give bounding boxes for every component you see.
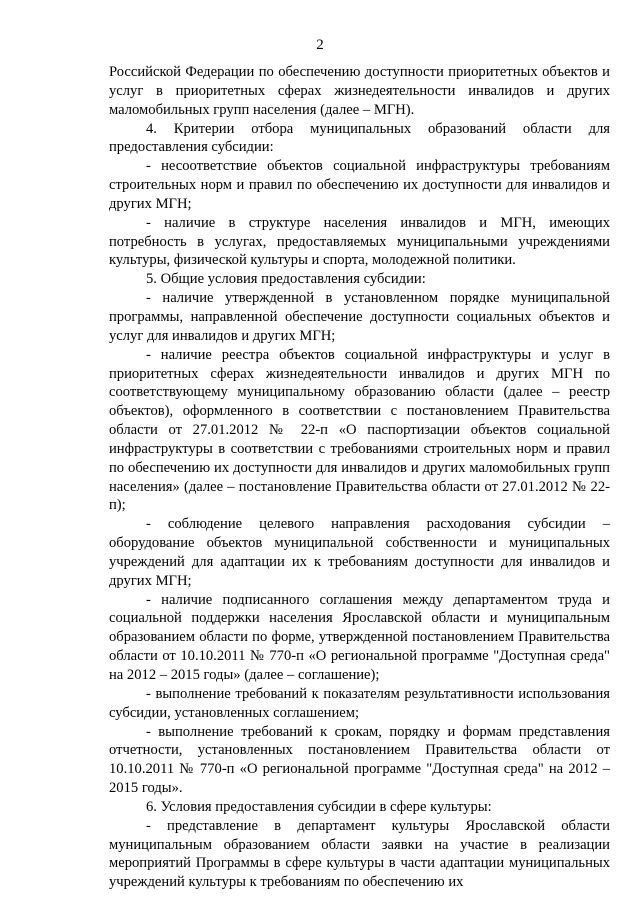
paragraph-condition-program: - наличие утвержденной в установленном порядке муниципальной программы, направленной обеспечение доступности социальных объектов и услуг для инвалидов и других МГН; — [109, 290, 610, 344]
document-body — [109, 63, 610, 892]
paragraph-continuation: Российской Федерации по обеспечению доступности приоритетных объектов и услуг в приоритетных сферах жизнедеятельности инвалидов и других маломобильных групп населения (далее – МГН). — [109, 64, 610, 118]
paragraph-section-6-heading: 6. Условия предоставления субсидии в сфере культуры: — [146, 798, 492, 815]
paragraph-criterion-2: - наличие в структуре населения инвалидов и МГН, имеющих потребность в услугах, предоставляемых муниципальными учреждениями культуры, физической культуры и спорта, молодежной политики. — [109, 214, 610, 269]
paragraph-culture-condition: - представление в департамент культуры Ярославской области муниципальным образованием области заявки на участие в реализации мероприятий Программы в сфере культуры в части адаптации муниципальных учреждений культуры к требованиям по обеспечению их — [109, 817, 610, 891]
paragraph-criterion-1: - несоответствие объектов социальной инфраструктуры требованиям строительных норм и правил по обеспечению их доступности для инвалидов и других МГН; — [109, 158, 610, 212]
paragraph-condition-target-use: - соблюдение целевого направления расходования субсидии – оборудование объектов муниципальной собственности и муниципальных учреждений для адаптации их к требованиям доступности для инвалидов и других МГН; — [109, 516, 610, 589]
page-number: 2 — [316, 37, 324, 53]
paragraph-section-5-heading: 5. Общие условия предоставления субсидии: — [146, 271, 426, 288]
paragraph-condition-agreement: - наличие подписанного соглашения между департаментом труда и социальной поддержки населения Ярославской области и муниципальным образованием области по форме, утвержденной постановлением Правительства области от 10.10.2011 № 770-п «О региональной программе "Доступная среда" на 2012 – 2015 годы» (далее – соглашение); — [109, 591, 610, 683]
paragraph-section-4-heading: 4. Критерии отбора муниципальных образований области для предоставления субсидии: — [109, 120, 610, 156]
paragraph-condition-indicators: - выполнение требований к показателям результативности использования субсидии, установленных соглашением; — [109, 685, 610, 721]
paragraph-condition-registry: - наличие реестра объектов социальной инфраструктуры и услуг в приоритетных сферах жизнедеятельности инвалидов и других МГН по соответствующему муниципальному образованию области (далее – реестр объектов), оформленного в соответствии с постановлением Правительства области от 27.01.2012 № 22-п «О паспортизации объектов социальной инфраструктуры в соответствии с требованиями строительных норм и правил по обеспечению их доступности для инвалидов и других маломобильных групп населения» (далее – постановление Правительства области от 27.01.2012 № 22-п); — [109, 346, 610, 514]
paragraph-condition-reporting: - выполнение требований к срокам, порядку и формам представления отчетности, установленных постановлением Правительства области от 10.10.2011 № 770-п «О региональной программе "Доступная среда" на 2012 – 2015 годы». — [109, 723, 610, 797]
